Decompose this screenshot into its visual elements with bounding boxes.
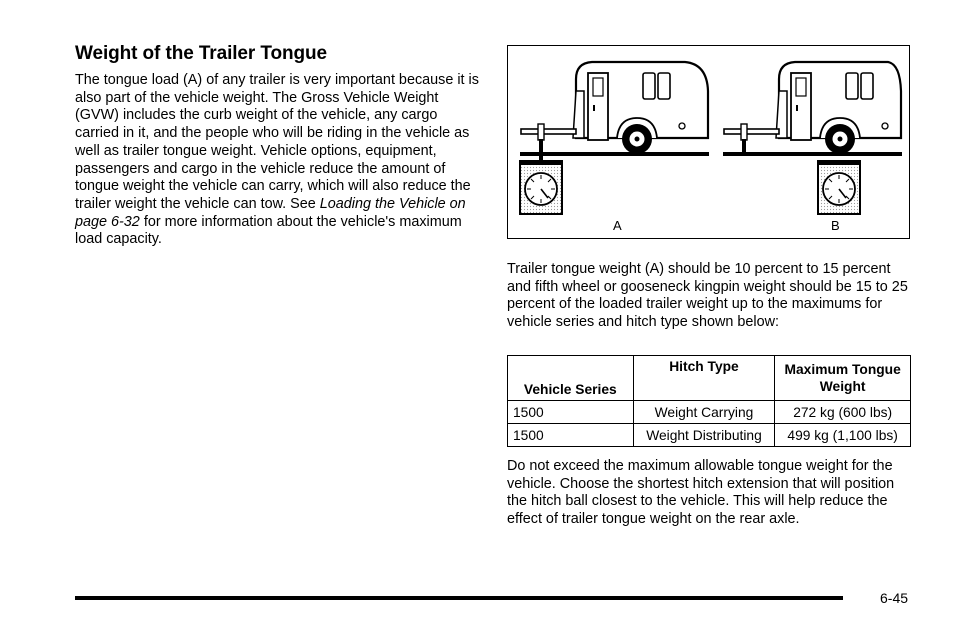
trailer-light-b [882,123,888,129]
section-title: Weight of the Trailer Tongue [75,43,327,64]
cell-hitch-type: Weight Carrying [633,401,775,424]
trailer-window-a2 [658,73,670,99]
trailer-window-b2 [861,73,873,99]
door-handle-b [796,105,798,111]
table-header-row [508,356,911,401]
door-handle-a [593,105,595,111]
trailer-b [723,62,902,214]
intro-paragraph [75,72,480,249]
column-header-hitch-type: Hitch Type [633,356,775,401]
wheel-center-a [635,137,640,142]
column-header-max-tongue-weight: Maximum Tongue Weight [775,356,911,401]
trailer-light-a [679,123,685,129]
intro-text-end: for more information about the vehicle's maximum load capacity. [75,213,462,248]
intro-text: The tongue load (A) of any trailer is very important because it is also part of the vehicle weight. The Gross Vehicle Weight (GVW) includes the curb weight of the vehicle, any cargo carried in it, and the people who will be riding in the vehicle as well as trailer tongue weight. Vehicle options, equipment, passengers and cargo in the vehicle reduce the amount of tongue weight the vehicle can carry, which will also reduce the trailer weight the vehicle can tow. See [75,72,479,212]
ground-b-left [723,152,783,156]
cell-vehicle-series: 1500 [508,424,634,447]
door-window-a [593,78,603,96]
tongue-weight-table [507,355,911,447]
trailer-tongue-a [521,129,576,134]
jack-post-a [539,139,543,160]
cell-max-tongue-weight: 272 kg (600 lbs) [775,401,911,424]
ground-a-left [520,152,580,156]
column-header-vehicle-series: Vehicle Series [508,356,634,401]
door-window-b [796,78,806,96]
hitch-advice-paragraph: Do not exceed the maximum allowable tongue weight for the vehicle. Choose the shortest hitch extension that will position the hitch ball closest to the vehicle. This will help reduce the effect of trailer tongue weight on the rear axle. [507,458,895,528]
trailer-window-a1 [643,73,655,99]
cross-reference-link[interactable]: Loading the Vehicle on page 6-32 [75,195,466,230]
table-row [508,424,911,447]
figure-label-b: B [831,218,840,233]
table-row [508,401,911,424]
trailer-illustration [508,46,911,240]
figure-label-a: A [613,218,622,233]
footer-rule [75,596,843,600]
trailer-a [519,62,709,214]
cell-vehicle-series: 1500 [508,401,634,424]
page-number: 6-45 [880,590,909,606]
trailer-tongue-figure [507,45,910,239]
trailer-tongue-b [724,129,779,134]
wheel-center-b [838,137,843,142]
trailer-window-b1 [846,73,858,99]
tongue-jack-b [741,124,747,140]
cell-hitch-type: Weight Distributing [633,424,775,447]
tongue-weight-paragraph: Trailer tongue weight (A) should be 10 percent to 15 percent and fifth wheel or gooseneck kingpin weight should be 15 to 25 percent of the loaded trailer weight up to the maximums for vehicle series and hitch type shown below: [507,261,908,331]
tongue-jack-a [538,124,544,140]
cell-max-tongue-weight: 499 kg (1,100 lbs) [775,424,911,447]
jack-post-b [742,139,746,153]
